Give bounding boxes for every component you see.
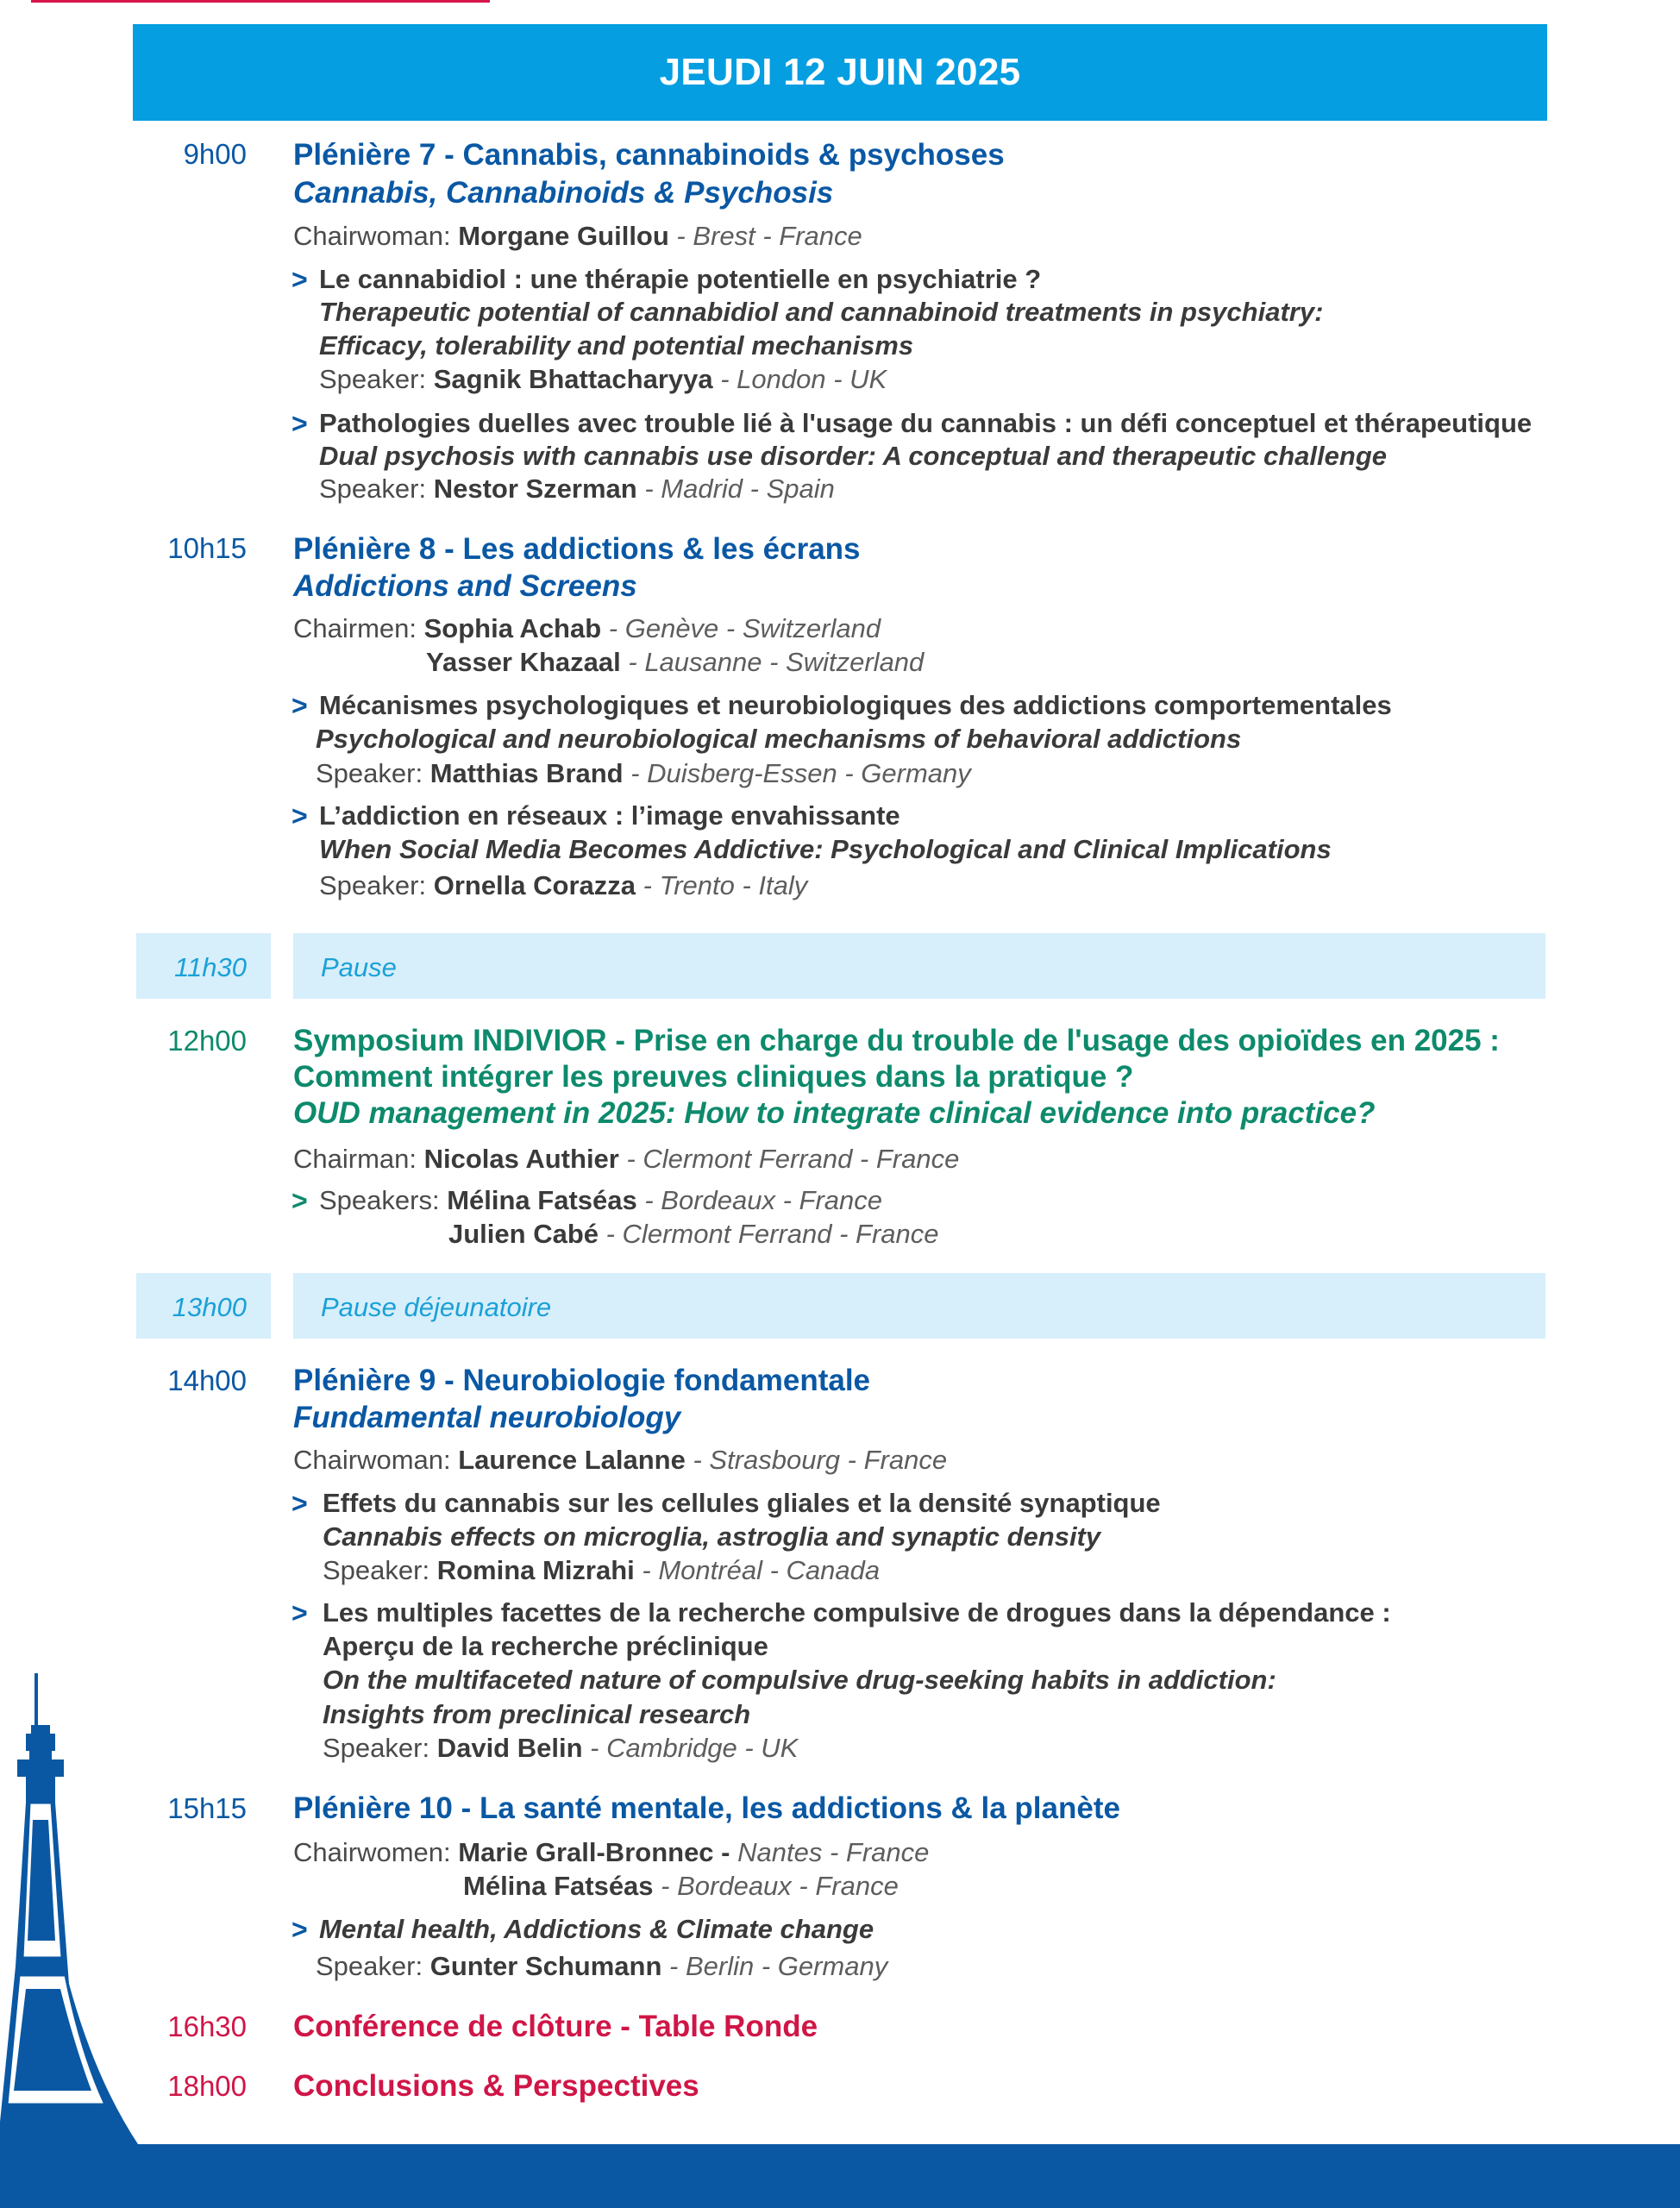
speaker-line	[319, 364, 887, 395]
chair-name: Nicolas Authier	[423, 1144, 619, 1174]
chair-location: - Bordeaux - France	[653, 1871, 899, 1901]
speaker-role: Speaker:	[323, 1733, 430, 1763]
chair-location: Nantes - France	[737, 1837, 930, 1867]
speaker-name: Ornella Corazza	[433, 870, 636, 900]
speaker-line	[448, 1219, 939, 1250]
chair-line	[463, 1871, 899, 1902]
speaker-role: Speaker:	[319, 474, 427, 504]
chair-name: Morgane Guillou	[458, 221, 669, 251]
talk-title-fr: L’addiction en réseaux : l’image envahissante	[319, 800, 900, 831]
chair-line	[293, 1445, 947, 1476]
arrow-bullet-icon: >	[291, 1914, 308, 1945]
speaker-role: Speaker:	[319, 364, 427, 394]
speaker-location: - Berlin - Germany	[661, 1951, 888, 1981]
talk-title-en: On the multifaceted nature of compulsive drug-seeking habits in addiction:	[323, 1665, 1276, 1695]
speaker-role: Speakers:	[319, 1185, 440, 1215]
speaker-location: - Duisberg-Essen - Germany	[623, 758, 971, 788]
talk-title-fr: Aperçu de la recherche préclinique	[323, 1631, 768, 1661]
pause-label: Pause déjeunatoire	[321, 1292, 552, 1322]
chair-name: Sophia Achab	[423, 613, 602, 643]
chair-location: - Lausanne - Switzerland	[620, 647, 925, 677]
speaker-name: Matthias Brand	[429, 758, 624, 788]
speaker-line	[319, 870, 807, 901]
speaker-name: Sagnik Bhattacharyya	[433, 364, 713, 394]
session-time: 14h00	[167, 1364, 247, 1396]
chair-name: Mélina Fatséas	[463, 1871, 654, 1901]
chair-role: Chairwoman:	[293, 221, 451, 251]
arrow-bullet-icon: >	[291, 264, 308, 295]
session-title-en: Cannabis, Cannabinoids & Psychosis	[293, 176, 834, 210]
top-accent-line	[31, 0, 490, 3]
speaker-name: David Belin	[436, 1733, 583, 1763]
talk-title-en: Dual psychosis with cannabis use disorder: A conceptual and therapeutic challenge	[319, 441, 1388, 471]
talk-title-fr: Les multiples facettes de la recherche compulsive de drogues dans la dépendance :	[323, 1597, 1391, 1628]
chair-role: Chairwoman:	[293, 1445, 451, 1475]
pause-time: 11h30	[174, 952, 247, 982]
session-time: 10h15	[167, 532, 247, 564]
session-title-en: Fundamental neurobiology	[293, 1401, 681, 1434]
pause-time: 13h00	[172, 1292, 247, 1322]
talk-title-fr: Effets du cannabis sur les cellules gliales et la densité synaptique	[323, 1488, 1161, 1518]
session-title-fr: Plénière 7 - Cannabis, cannabinoids & psychoses	[293, 138, 1005, 172]
chair-location: - Clermont Ferrand - France	[618, 1144, 960, 1174]
talk-title-en: Therapeutic potential of cannabidiol and cannabinoid treatments in psychiatry:	[319, 297, 1324, 327]
chair-line	[293, 221, 862, 252]
session-time: 16h30	[167, 2010, 247, 2042]
speaker-line	[319, 1185, 882, 1216]
speaker-name: Nestor Szerman	[433, 474, 637, 504]
talk-title-fr: Mécanismes psychologiques et neurobiologiques des addictions comportementales	[319, 690, 1392, 720]
chair-line	[293, 1837, 929, 1868]
talk-title-en: Efficacy, tolerability and potential mechanisms	[319, 330, 914, 361]
talk-title-fr: Pathologies duelles avec trouble lié à l'usage du cannabis : un défi conceptuel et thérapeutique	[319, 408, 1533, 438]
session-title-fr: Plénière 8 - Les addictions & les écrans	[293, 532, 861, 566]
speaker-role: Speaker:	[316, 758, 423, 788]
chair-role: Chairwomen:	[293, 1837, 451, 1867]
speaker-name: Romina Mizrahi	[436, 1555, 635, 1585]
speaker-location: - Trento - Italy	[636, 870, 808, 900]
chair-name: Marie Grall-Bronnec -	[458, 1837, 738, 1867]
session-title-en: Addictions and Screens	[293, 569, 637, 603]
arrow-bullet-icon: >	[291, 1185, 308, 1216]
speaker-role: Speaker:	[319, 870, 427, 900]
chair-location: - Genève - Switzerland	[601, 613, 881, 643]
chair-line	[293, 613, 881, 644]
speaker-name: Gunter Schumann	[429, 1951, 662, 1981]
speaker-role: Speaker:	[316, 1951, 423, 1981]
speaker-name: Mélina Fatséas	[447, 1185, 637, 1215]
arrow-bullet-icon: >	[291, 1488, 308, 1519]
chair-location: - Strasbourg - France	[685, 1445, 948, 1475]
session-time: 15h15	[167, 1792, 247, 1824]
chair-name: Yasser Khazaal	[426, 647, 621, 677]
chair-role: Chairmen:	[293, 613, 417, 643]
talk-title-en: Mental health, Addictions & Climate change	[319, 1914, 874, 1944]
session-title-fr: Comment intégrer les preuves cliniques dans la pratique ?	[293, 1060, 1134, 1094]
talk-title-en: Cannabis effects on microglia, astroglia and synaptic density	[323, 1521, 1101, 1552]
arrow-bullet-icon: >	[291, 408, 308, 439]
speaker-line	[323, 1555, 880, 1586]
speaker-location: - Madrid - Spain	[636, 474, 835, 504]
speaker-line	[319, 474, 835, 505]
session-title-fr: Plénière 9 - Neurobiologie fondamentale	[293, 1364, 871, 1397]
footer-band	[0, 2144, 1680, 2208]
arrow-bullet-icon: >	[291, 800, 308, 831]
chair-line	[293, 1144, 959, 1175]
chair-role: Chairman:	[293, 1144, 417, 1174]
speaker-name: Julien Cabé	[448, 1219, 599, 1249]
eiffel-tower-icon	[0, 1673, 172, 2208]
talk-title-en: Psychological and neurobiological mechanisms of behavioral addictions	[316, 724, 1242, 754]
day-header	[133, 24, 1547, 121]
speaker-line	[316, 758, 971, 789]
pause-label: Pause	[321, 952, 397, 982]
chair-line	[426, 647, 924, 678]
session-title-fr: Symposium INDIVIOR - Prise en charge du trouble de l'usage des opioïdes en 2025 :	[293, 1024, 1500, 1057]
talk-title-fr: Le cannabidiol : une thérapie potentielle en psychiatrie ?	[319, 264, 1042, 294]
talk-title-en: When Social Media Becomes Addictive: Psychological and Clinical Implications	[319, 834, 1332, 864]
chair-name: Laurence Lalanne	[458, 1445, 686, 1475]
session-time: 18h00	[167, 2070, 247, 2102]
talk-title-en: Insights from preclinical research	[323, 1699, 751, 1729]
speaker-location: - Bordeaux - France	[636, 1185, 883, 1215]
speaker-location: - Montréal - Canada	[634, 1555, 881, 1585]
speaker-role: Speaker:	[323, 1555, 430, 1585]
arrow-bullet-icon: >	[291, 690, 308, 721]
speaker-line	[323, 1733, 798, 1764]
session-time: 12h00	[167, 1025, 247, 1057]
speaker-line	[316, 1951, 887, 1982]
speaker-location: - Clermont Ferrand - France	[599, 1219, 939, 1249]
closing-title: Conférence de clôture - Table Ronde	[293, 2010, 818, 2043]
chair-location: - Brest - France	[668, 221, 862, 251]
session-title-fr: Plénière 10 - La santé mentale, les addictions & la planète	[293, 1791, 1120, 1825]
day-title: JEUDI 12 JUIN 2025	[659, 51, 1021, 93]
conclusions-title: Conclusions & Perspectives	[293, 2069, 699, 2103]
arrow-bullet-icon: >	[291, 1597, 308, 1628]
speaker-location: - Cambridge - UK	[582, 1733, 799, 1763]
session-title-en: OUD management in 2025: How to integrate clinical evidence into practice?	[293, 1096, 1376, 1130]
speaker-location: - London - UK	[712, 364, 887, 394]
session-time: 9h00	[183, 138, 247, 170]
pause-label-band	[293, 933, 1545, 999]
